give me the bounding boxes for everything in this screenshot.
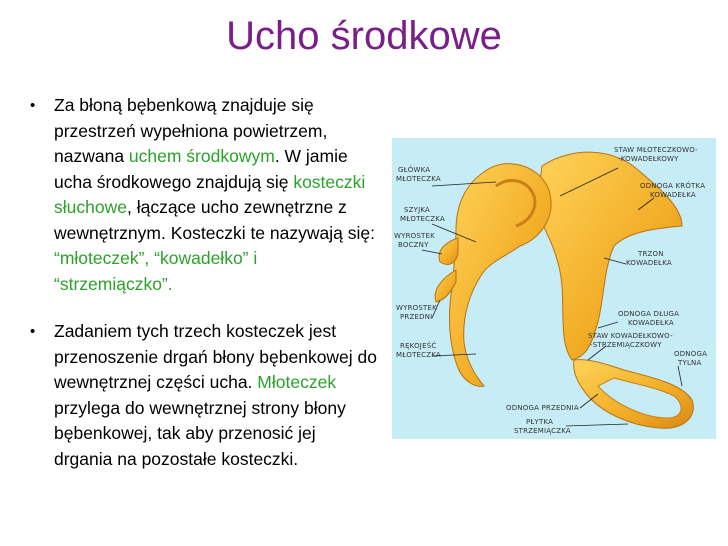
label-wyrostek-boczny: WYROSTEK BOCZNY <box>394 232 435 249</box>
ossicles-illustration <box>392 138 716 439</box>
label-szyjka: SZYJKA MŁOTECZKA <box>400 206 445 223</box>
lateral-process-shape <box>439 238 458 264</box>
bullet-dot-icon: • <box>30 97 36 114</box>
label-staw-mk: STAW MŁOTECZKOWO--KOWADEŁKOWY <box>614 146 698 163</box>
bullet-list <box>28 93 378 472</box>
label-staw-ks: STAW KOWADEŁKOWO--STRZEMIĄCZKOWY <box>588 332 673 349</box>
bullet1-text-2: . W jamie ucha środkowego znajdują się <box>54 146 348 192</box>
label-glowka: GŁÓWKA MŁOTECZKA <box>396 166 441 183</box>
bullet1-text-1: Za błoną bębenkową znajduje się przestrzeń wypełniona powietrzem, nazwana <box>54 95 328 166</box>
bullet1-highlight-ucho: uchem środkowym <box>128 146 275 166</box>
label-trzon: TRZON KOWADEŁKA <box>626 250 672 267</box>
bullet-item-2 <box>28 319 378 472</box>
bullet2-highlight-mloteczek: Młoteczek <box>257 372 337 392</box>
bullet2-text-2: przylega do wewnętrznej strony błony bębenkowej, tak aby przenosić jej drgania na pozostałe kosteczki. <box>54 397 346 469</box>
ossicles-figure <box>392 138 716 439</box>
label-rekojesc: RĘKOJEŚĆ MŁOTECZKA <box>396 342 441 359</box>
bullet-item-1 <box>28 93 378 297</box>
label-odnoga-krotka: ODNOGA KRÓTKA KOWADEŁKA <box>640 182 706 199</box>
bullet-dot-icon: • <box>30 323 36 340</box>
bullet1-highlight-kosteczki: kosteczki słuchowe <box>54 171 366 217</box>
bullet1-text-3: , łączące ucho zewnętrzne z wewnętrznym. Kosteczki te nazywają się: <box>54 197 375 243</box>
bullet2-text-1: Zadaniem tych trzech kosteczek jest przenoszenie drgań błony bębenkowej do wewnętrznej części ucha. <box>54 321 378 392</box>
label-odnoga-tylna: ODNOGA TYLNA <box>674 350 708 367</box>
label-odnoga-dluga: ODNOGA DŁUGA KOWADEŁKA <box>618 310 680 327</box>
label-odnoga-przednia: ODNOGA PRZEDNIA <box>506 404 579 412</box>
label-plytka: PŁYTKA STRZEMIĄCZKA <box>514 418 571 435</box>
slide-title: Ucho środkowe <box>226 14 502 58</box>
label-wyrostek-przedni: WYROSTEK PRZEDNI <box>396 304 437 321</box>
bullet1-highlight-names: “młoteczek”, “kowadełko” i “strzemiączko”. <box>54 248 258 294</box>
